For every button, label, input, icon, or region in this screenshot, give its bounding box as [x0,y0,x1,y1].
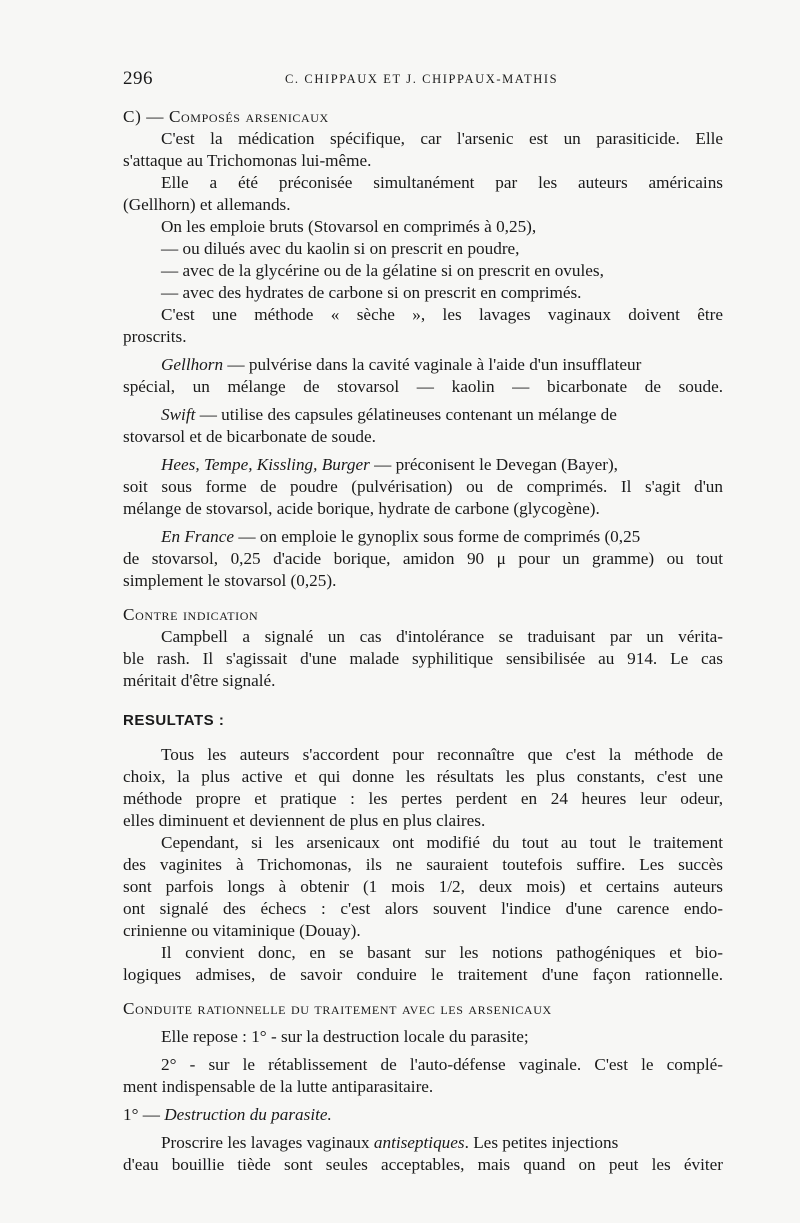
text-line: s'attaque au Trichomonas lui-même. [123,151,372,170]
text-line: des vaginites à Trichomonas, ils ne sauraient toutefois suffire. Les succès [123,855,723,874]
text-line [123,526,723,548]
subsection-number: 1° — [123,1105,165,1124]
text-line: crinienne ou vitaminique (Douay). [123,921,361,940]
body-text [123,106,723,1176]
text-line: Campbell a signalé un cas d'intolérance se traduisant par un vérita- [161,627,723,646]
text-run: — préconisent le Devegan (Bayer), [369,455,618,474]
subsection-heading [123,1104,723,1126]
section-heading-arsenicaux: C) — Composés arsenicaux [123,107,329,126]
text-line: (Gellhorn) et allemands. [123,195,291,214]
text-run: — pulvérise dans la cavité vaginale à l'aide d'un insufflateur [223,355,642,374]
page-header [123,68,723,90]
text-line: méthode propre et pratique : les pertes perdent en 24 heures leur odeur, [123,789,723,808]
emphasis: antiseptiques [373,1133,465,1152]
author-name: Gellhorn [161,355,224,374]
text-run: . Les petites injections [464,1133,619,1152]
text-run: — on emploie le gynoplix sous forme de comprimés (0,25 [234,527,641,546]
text-line: stovarsol et de bicarbonate de soude. [123,427,376,446]
running-title: C. CHIPPAUX ET J. CHIPPAUX-MATHIS [285,72,559,86]
text-line [123,404,723,426]
text-line: sont parfois longs à obtenir (1 mois 1/2, deux mois) et certains auteurs [123,877,723,896]
text-line: — avec de la glycérine ou de la gélatine si on prescrit en ovules, [161,261,604,280]
text-line [123,1132,723,1154]
text-line: On les emploie bruts (Stovarsol en comprimés à 0,25), [161,217,537,236]
text-line: C'est la médication spécifique, car l'arsenic est un parasiticide. Elle [161,129,723,148]
text-line: proscrits. [123,327,187,346]
text-line: elles diminuent et deviennent de plus en plus claires. [123,811,486,830]
text-line: mélange de stovarsol, acide borique, hydrate de carbone (glycogène). [123,499,600,518]
section-heading-resultats: RESULTATS : [123,712,225,729]
text-run: Proscrire les lavages vaginaux [161,1133,374,1152]
text-line: ble rash. Il s'agissait d'une malade syphilitique sensibilisée au 914. Le cas [123,649,723,668]
text-line [123,354,723,376]
page-number: 296 [123,68,153,89]
text-line: C'est une méthode « sèche », les lavages vaginaux doivent être [161,305,723,324]
text-line: — ou dilués avec du kaolin si on prescrit en poudre, [161,239,520,258]
text-line [123,454,723,476]
author-name: Swift [161,405,196,424]
section-heading-contre-indication: Contre indication [123,605,259,624]
text-line: simplement le stovarsol (0,25). [123,571,337,590]
author-name: Hees, Tempe, Kissling, Burger [161,455,370,474]
section-heading-conduite: Conduite rationnelle du traitement avec les arsenicaux [123,999,552,1018]
text-run: — utilise des capsules gélatineuses contenant un mélange de [195,405,617,424]
text-line: Cependant, si les arsenicaux ont modifié du tout au tout le traitement [161,833,723,852]
text-line: Tous les auteurs s'accordent pour reconnaître que c'est la méthode de [161,745,723,764]
text-line: d'eau bouillie tiède sont seules acceptables, mais quand on peut les éviter [123,1155,723,1174]
text-line: 2° - sur le rétablissement de l'auto-défense vaginale. C'est le complé- [161,1055,723,1074]
text-line: ment indispensable de la lutte antiparasitaire. [123,1077,434,1096]
country-name: En France [161,527,235,546]
text-line: Il convient donc, en se basant sur les notions pathogéniques et bio- [161,943,723,962]
text-line: spécial, un mélange de stovarsol — kaolin — bicarbonate de soude. [123,377,723,396]
text-line: Elle repose : 1° - sur la destruction locale du parasite; [161,1027,529,1046]
text-line: méritait d'être signalé. [123,671,276,690]
text-line: de stovarsol, 0,25 d'acide borique, amidon 90 μ pour un gramme) ou tout [123,549,723,568]
text-line: logiques admises, de savoir conduire le traitement d'une façon rationnelle. [123,965,723,984]
text-line: soit sous forme de poudre (pulvérisation) ou de comprimés. Il s'agit d'un [123,477,723,496]
text-line: ont signalé des échecs : c'est alors souvent l'indice d'une carence endo- [123,899,723,918]
text-line: Elle a été préconisée simultanément par les auteurs américains [161,173,723,192]
subsection-title: Destruction du parasite. [164,1105,332,1124]
text-line: — avec des hydrates de carbone si on prescrit en comprimés. [161,283,582,302]
text-line: choix, la plus active et qui donne les résultats les plus constants, c'est une [123,767,723,786]
